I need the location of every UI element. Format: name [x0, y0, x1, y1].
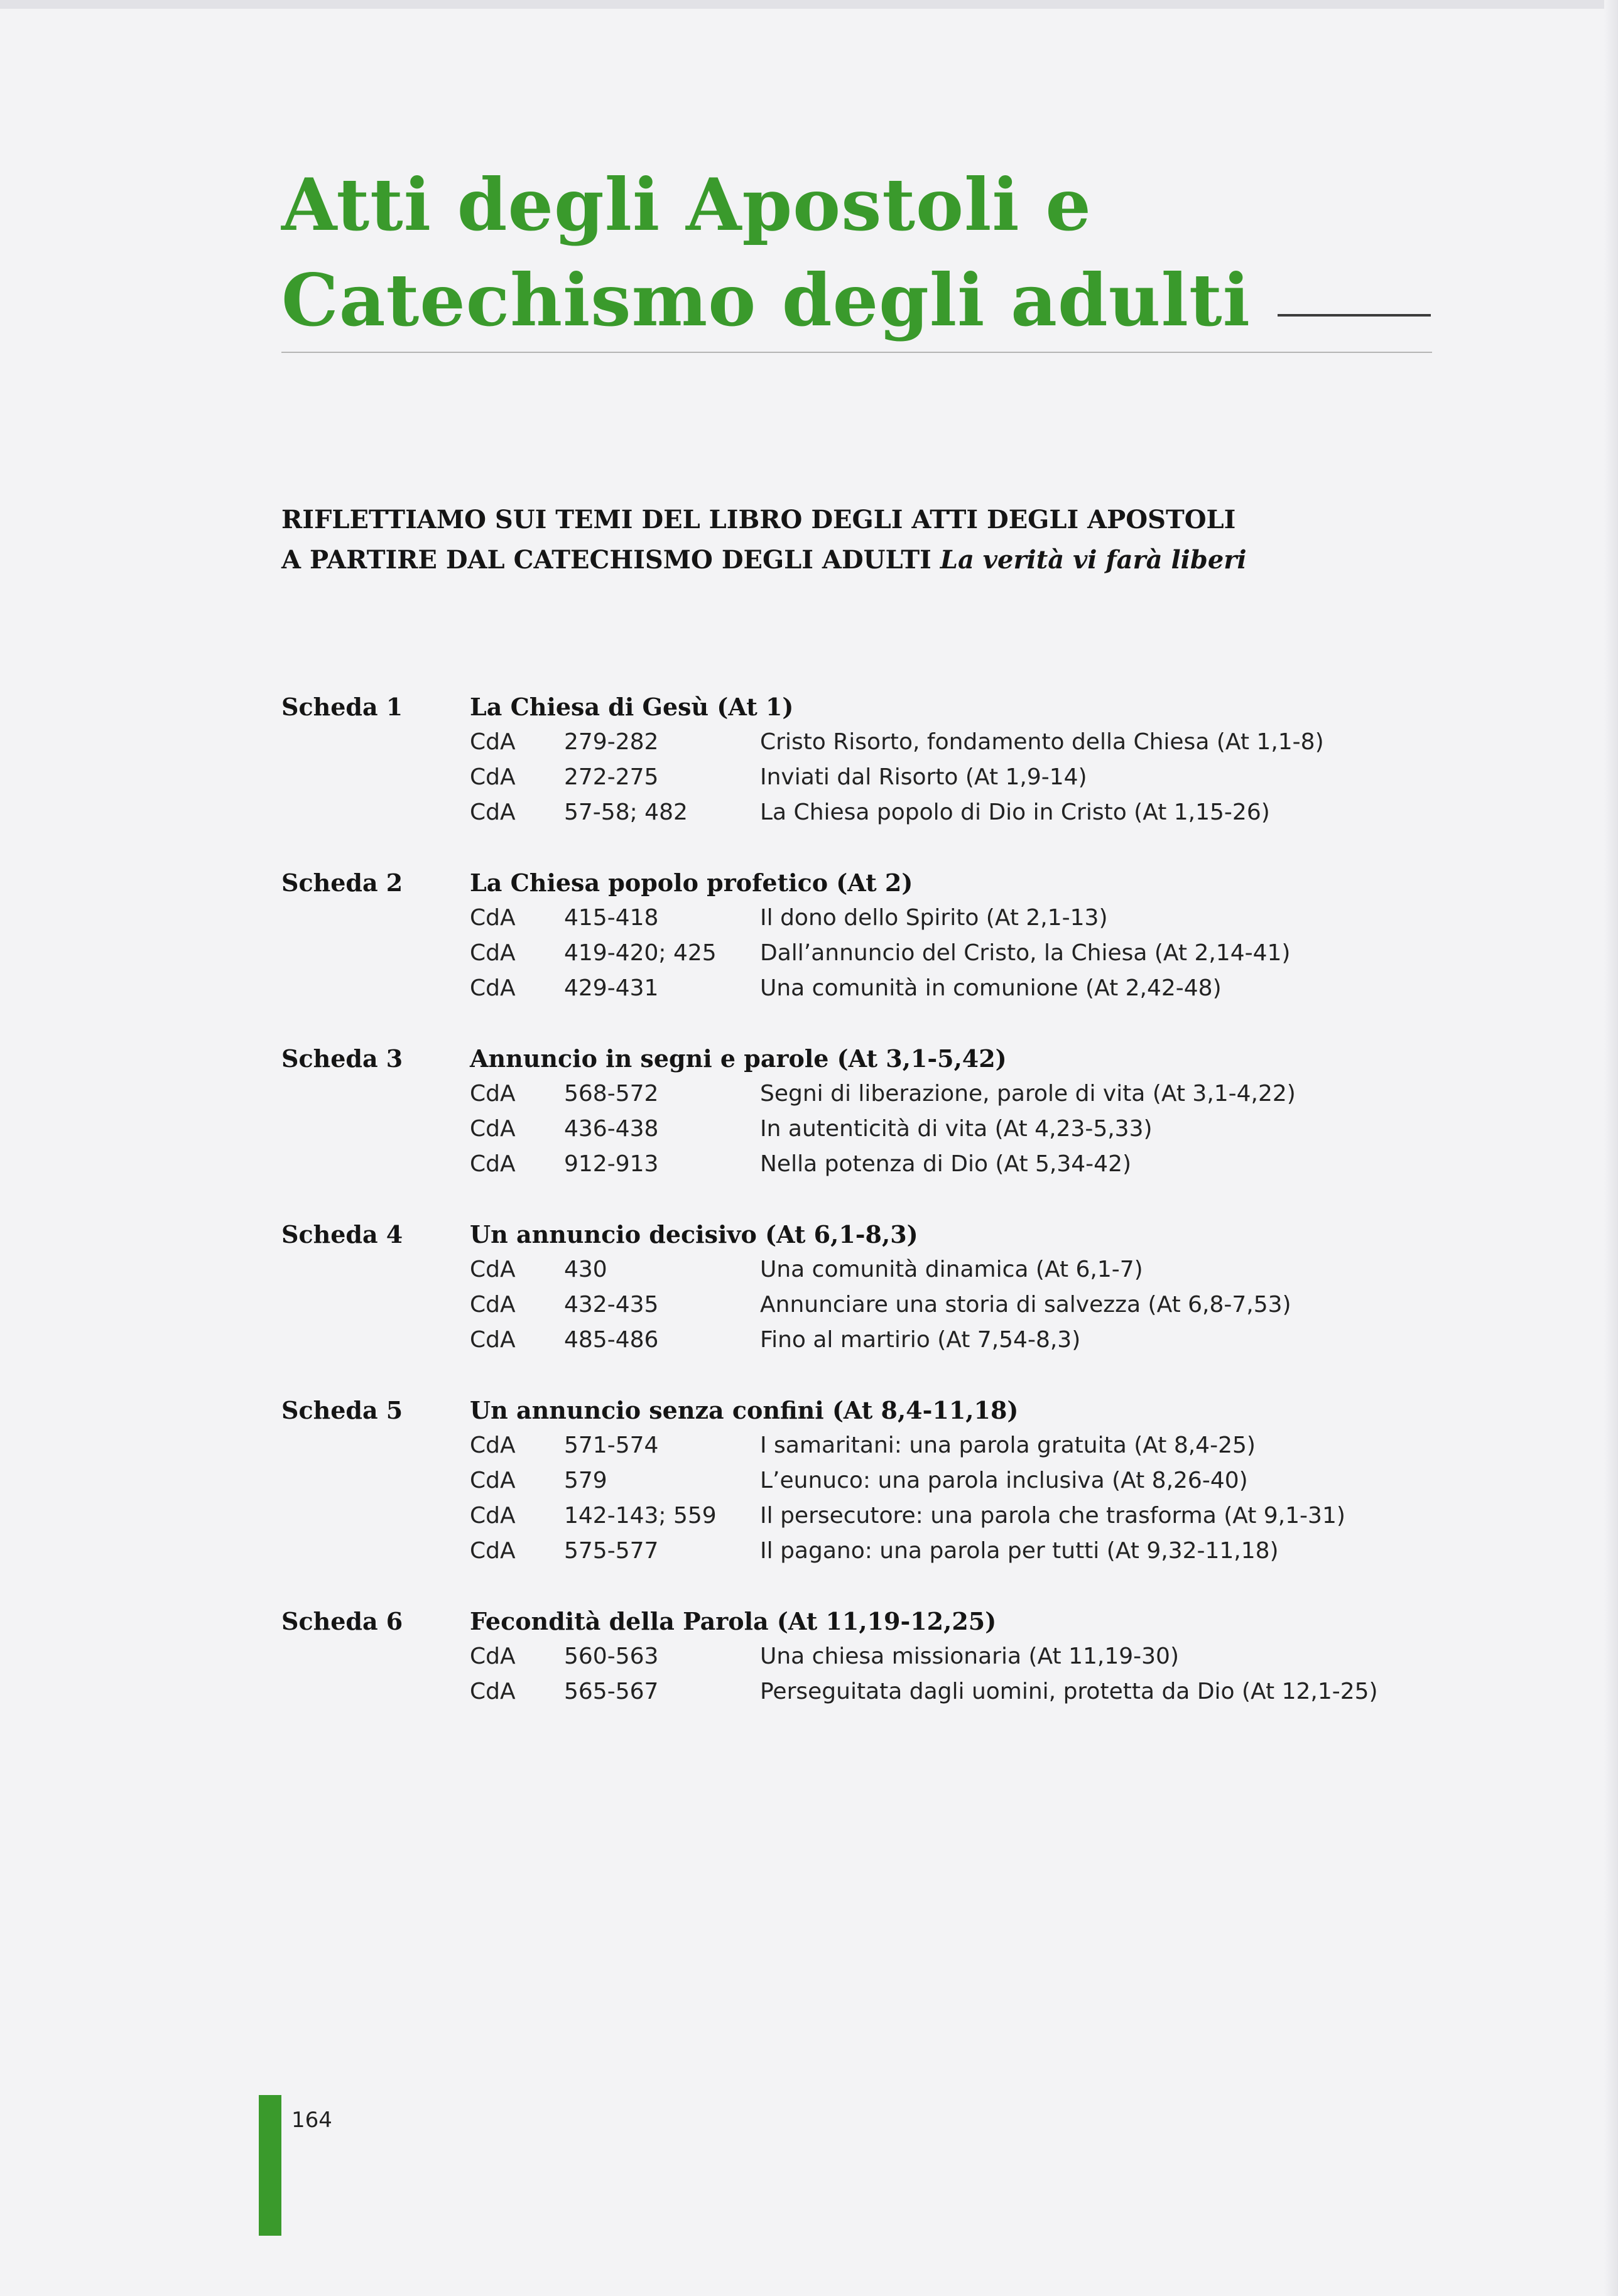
cda-source: CdA: [470, 799, 516, 825]
reference-description: L’eunuco: una parola inclusiva (At 8,26-40): [760, 1468, 1248, 1493]
reference-description: Una chiesa missionaria (At 11,19-30): [760, 1643, 1179, 1669]
title-divider: [281, 352, 1432, 353]
cda-source: CdA: [470, 1432, 516, 1458]
cda-source: CdA: [470, 1538, 516, 1564]
section-heading-line-2: [281, 540, 1437, 580]
reference-description: Nella potenza di Dio (At 5,34-42): [760, 1151, 1132, 1177]
cda-source: CdA: [470, 905, 516, 931]
reference-description: Il pagano: una parola per tutti (At 9,32-11,18): [760, 1538, 1279, 1564]
reference-description: Inviati dal Risorto (At 1,9-14): [760, 764, 1087, 790]
cda-reference-row: [470, 1534, 1437, 1569]
reference-description: Annunciare una storia di salvezza (At 6,8-7,53): [760, 1292, 1291, 1318]
scheda-label: Scheda 5: [281, 1396, 403, 1424]
reference-description: Una comunità in comunione (At 2,42-48): [760, 975, 1222, 1001]
cda-source: CdA: [470, 1116, 516, 1142]
page-title-line-2: Catechismo degli adulti: [281, 258, 1251, 342]
reference-description: Dall’annuncio del Cristo, la Chiesa (At 2,14-41): [760, 940, 1291, 966]
scan-edge: [0, 0, 1618, 9]
cda-paragraph-numbers: 571-574: [564, 1432, 659, 1458]
scheda-label: Scheda 4: [281, 1220, 403, 1248]
cda-source: CdA: [470, 1468, 516, 1493]
cda-source: CdA: [470, 764, 516, 790]
page-number-bar: [259, 2095, 281, 2236]
cda-paragraph-numbers: 436-438: [564, 1116, 659, 1142]
section-heading-line-2-text: A PARTIRE DAL CATECHISMO DEGLI ADULTI: [281, 545, 931, 575]
scheda-label: Scheda 3: [281, 1044, 403, 1073]
cda-source: CdA: [470, 1503, 516, 1529]
cda-reference-row: [470, 1112, 1437, 1147]
reference-description: La Chiesa popolo di Dio in Cristo (At 1,15-26): [760, 799, 1270, 825]
reference-description: Segni di liberazione, parole di vita (At 3,1-4,22): [760, 1081, 1296, 1107]
scheda-title: Un annuncio senza confini (At 8,4-11,18): [470, 1396, 1019, 1424]
cda-source: CdA: [470, 1292, 516, 1318]
cda-paragraph-numbers: 565-567: [564, 1679, 659, 1704]
cda-source: CdA: [470, 729, 516, 755]
cda-paragraph-numbers: 279-282: [564, 729, 659, 755]
cda-paragraph-numbers: 560-563: [564, 1643, 659, 1669]
scheda-title: Un annuncio decisivo (At 6,1-8,3): [470, 1220, 918, 1248]
page-title: [281, 157, 1437, 348]
cda-reference-row: [470, 1323, 1437, 1358]
cda-reference-row: [470, 1428, 1437, 1463]
cda-source: CdA: [470, 1151, 516, 1177]
cda-reference-row: [470, 971, 1437, 1006]
section-heading-line-1: RIFLETTIAMO SUI TEMI DEL LIBRO DEGLI ATTI DEGLI APOSTOLI: [281, 505, 1236, 534]
cda-paragraph-numbers: 272-275: [564, 764, 659, 790]
reference-description: I samaritani: una parola gratuita (At 8,4-25): [760, 1432, 1256, 1458]
cda-reference-row: [470, 795, 1437, 830]
scheda-title: La Chiesa popolo profetico (At 2): [470, 869, 913, 897]
section-heading-book-title: La verità vi farà liberi: [940, 545, 1247, 575]
cda-source: CdA: [470, 940, 516, 966]
cda-reference-row: [470, 725, 1437, 760]
cda-reference-row: [470, 1639, 1437, 1674]
cda-paragraph-numbers: 415-418: [564, 905, 659, 931]
title-underline: [1278, 314, 1431, 317]
cda-paragraph-numbers: 568-572: [564, 1081, 659, 1107]
scheda-label: Scheda 1: [281, 693, 403, 721]
cda-source: CdA: [470, 975, 516, 1001]
reference-description: In autenticità di vita (At 4,23-5,33): [760, 1116, 1153, 1142]
cda-reference-row: [470, 1252, 1437, 1287]
scheda-label: Scheda 2: [281, 869, 403, 897]
cda-source: CdA: [470, 1327, 516, 1353]
reference-description: Il persecutore: una parola che trasforma (At 9,1-31): [760, 1503, 1345, 1529]
cda-paragraph-numbers: 575-577: [564, 1538, 659, 1564]
cda-reference-row: [470, 901, 1437, 936]
cda-reference-row: [470, 760, 1437, 795]
cda-source: CdA: [470, 1081, 516, 1107]
reference-description: Il dono dello Spirito (At 2,1-13): [760, 905, 1108, 931]
cda-reference-row: [470, 936, 1437, 971]
cda-paragraph-numbers: 419-420; 425: [564, 940, 717, 966]
cda-source: CdA: [470, 1679, 516, 1704]
cda-source: CdA: [470, 1643, 516, 1669]
cda-reference-row: [470, 1674, 1437, 1709]
cda-paragraph-numbers: 432-435: [564, 1292, 659, 1318]
cda-reference-row: [470, 1147, 1437, 1182]
scan-shadow: [1604, 0, 1618, 2296]
cda-paragraph-numbers: 142-143; 559: [564, 1503, 717, 1529]
reference-description: Perseguitata dagli uomini, protetta da Dio (At 12,1-25): [760, 1679, 1378, 1704]
page-title-line-1: Atti degli Apostoli e: [281, 163, 1092, 247]
scheda-title: Fecondità della Parola (At 11,19-12,25): [470, 1607, 997, 1635]
cda-source: CdA: [470, 1257, 516, 1282]
cda-reference-row: [470, 1076, 1437, 1112]
cda-paragraph-numbers: 912-913: [564, 1151, 659, 1177]
scheda-label: Scheda 6: [281, 1607, 403, 1635]
scheda-title: La Chiesa di Gesù (At 1): [470, 693, 794, 721]
section-heading: [281, 500, 1437, 580]
scheda-title: Annuncio in segni e parole (At 3,1-5,42): [470, 1044, 1007, 1073]
cda-paragraph-numbers: 430: [564, 1257, 607, 1282]
cda-paragraph-numbers: 57-58; 482: [564, 799, 688, 825]
reference-description: Cristo Risorto, fondamento della Chiesa (At 1,1-8): [760, 729, 1324, 755]
cda-paragraph-numbers: 429-431: [564, 975, 659, 1001]
cda-paragraph-numbers: 485-486: [564, 1327, 659, 1353]
cda-reference-row: [470, 1463, 1437, 1498]
page-number: 164: [291, 2108, 332, 2133]
cda-reference-row: [470, 1498, 1437, 1534]
reference-description: Una comunità dinamica (At 6,1-7): [760, 1257, 1143, 1282]
cda-paragraph-numbers: 579: [564, 1468, 607, 1493]
reference-description: Fino al martirio (At 7,54-8,3): [760, 1327, 1081, 1353]
cda-reference-row: [470, 1287, 1437, 1323]
